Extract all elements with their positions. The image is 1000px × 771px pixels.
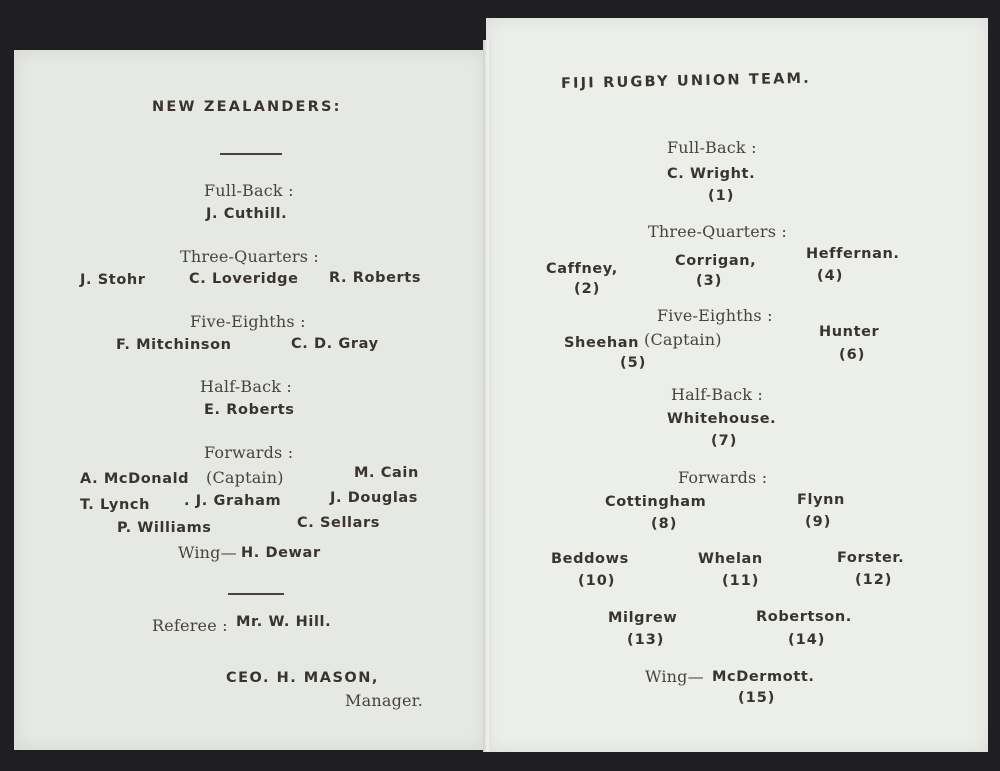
- fiji-five-eighth-sheehan: Sheehan: [564, 335, 640, 351]
- fiji-three-quarter-4: Heffernan.: [806, 246, 900, 262]
- nz-heading: NEW ZEALANDERS:: [152, 99, 342, 115]
- fiji-num-7: (7): [711, 433, 738, 449]
- fiji-wing-label: Wing—: [645, 667, 704, 686]
- fiji-captain-label: (Captain): [644, 330, 722, 349]
- nz-five-eighth-1: F. Mitchinson: [116, 337, 232, 353]
- fiji-num-2: (2): [574, 281, 601, 297]
- fiji-heading: FIJI RUGBY UNION TEAM.: [560, 70, 812, 92]
- referee-label: Referee :: [152, 616, 228, 635]
- fiji-half-back: Whitehouse.: [667, 411, 777, 427]
- fiji-num-14: (14): [788, 632, 826, 648]
- nz-full-back: J. Cuthill.: [206, 206, 288, 222]
- fiji-num-15: (15): [738, 690, 776, 706]
- fiji-num-8: (8): [651, 516, 678, 532]
- divider: [228, 593, 284, 595]
- fiji-three-quarters-label: Three-Quarters :: [648, 222, 788, 241]
- fiji-forward-beddows: Beddows: [551, 551, 629, 567]
- nz-forward-williams: P. Williams: [117, 520, 212, 536]
- nz-forward-graham: . J. Graham: [184, 493, 282, 509]
- nz-forward-cain: M. Cain: [354, 465, 419, 481]
- fiji-num-5: (5): [620, 355, 647, 371]
- nz-three-quarter-3: R. Roberts: [329, 270, 422, 286]
- fiji-five-eighth-hunter: Hunter: [819, 324, 880, 340]
- fiji-five-eighths-label: Five-Eighths :: [657, 306, 773, 325]
- fiji-forward-flynn: Flynn: [797, 492, 845, 508]
- nz-five-eighths-label: Five-Eighths :: [190, 312, 306, 331]
- nz-three-quarter-2: C. Loveridge: [189, 271, 299, 287]
- nz-half-back-label: Half-Back :: [200, 377, 292, 396]
- nz-three-quarters-label: Three-Quarters :: [180, 247, 320, 266]
- nz-full-back-label: Full-Back :: [204, 181, 294, 200]
- referee-name: Mr. W. Hill.: [236, 614, 332, 630]
- fiji-three-quarter-2: Caffney,: [546, 261, 618, 277]
- manager-name: CEO. H. MASON,: [226, 670, 379, 686]
- fiji-num-4: (4): [817, 268, 844, 284]
- nz-forward-sellars: C. Sellars: [297, 515, 380, 531]
- fiji-forward-whelan: Whelan: [698, 551, 763, 567]
- fiji-full-back-num: (1): [708, 188, 735, 204]
- fiji-num-12: (12): [855, 572, 893, 588]
- nz-three-quarter-1: J. Stohr: [80, 272, 146, 288]
- fiji-num-13: (13): [627, 632, 665, 648]
- fiji-num-11: (11): [722, 573, 760, 589]
- fiji-full-back: C. Wright.: [667, 166, 756, 182]
- fiji-full-back-label: Full-Back :: [667, 138, 757, 157]
- nz-wing: H. Dewar: [241, 545, 321, 561]
- manager-title: Manager.: [345, 691, 424, 710]
- fiji-num-6: (6): [839, 347, 866, 363]
- nz-forwards-label: Forwards :: [204, 443, 294, 462]
- fiji-num-10: (10): [578, 573, 616, 589]
- fiji-forward-forster: Forster.: [837, 550, 905, 566]
- fiji-forward-cottingham: Cottingham: [605, 494, 707, 510]
- nz-forward-mcdonald: A. McDonald: [80, 471, 190, 487]
- fiji-num-9: (9): [805, 514, 832, 530]
- left-page: [14, 50, 486, 750]
- nz-forward-lynch: T. Lynch: [80, 497, 150, 513]
- fiji-forward-milgrew: Milgrew: [608, 610, 678, 626]
- nz-half-back: E. Roberts: [204, 402, 295, 418]
- nz-forward-douglas: J. Douglas: [330, 490, 419, 506]
- card-fold: [483, 40, 491, 752]
- fiji-half-back-label: Half-Back :: [671, 385, 763, 404]
- fiji-forward-robertson: Robertson.: [756, 609, 852, 625]
- nz-five-eighth-2: C. D. Gray: [291, 336, 379, 352]
- nz-captain-label: (Captain): [206, 468, 284, 487]
- fiji-num-3: (3): [696, 273, 723, 289]
- nz-wing-label: Wing—: [178, 543, 237, 562]
- fiji-wing: McDermott.: [712, 669, 815, 685]
- fiji-three-quarter-3: Corrigan,: [675, 253, 757, 269]
- fiji-forwards-label: Forwards :: [678, 468, 768, 487]
- divider: [220, 153, 282, 155]
